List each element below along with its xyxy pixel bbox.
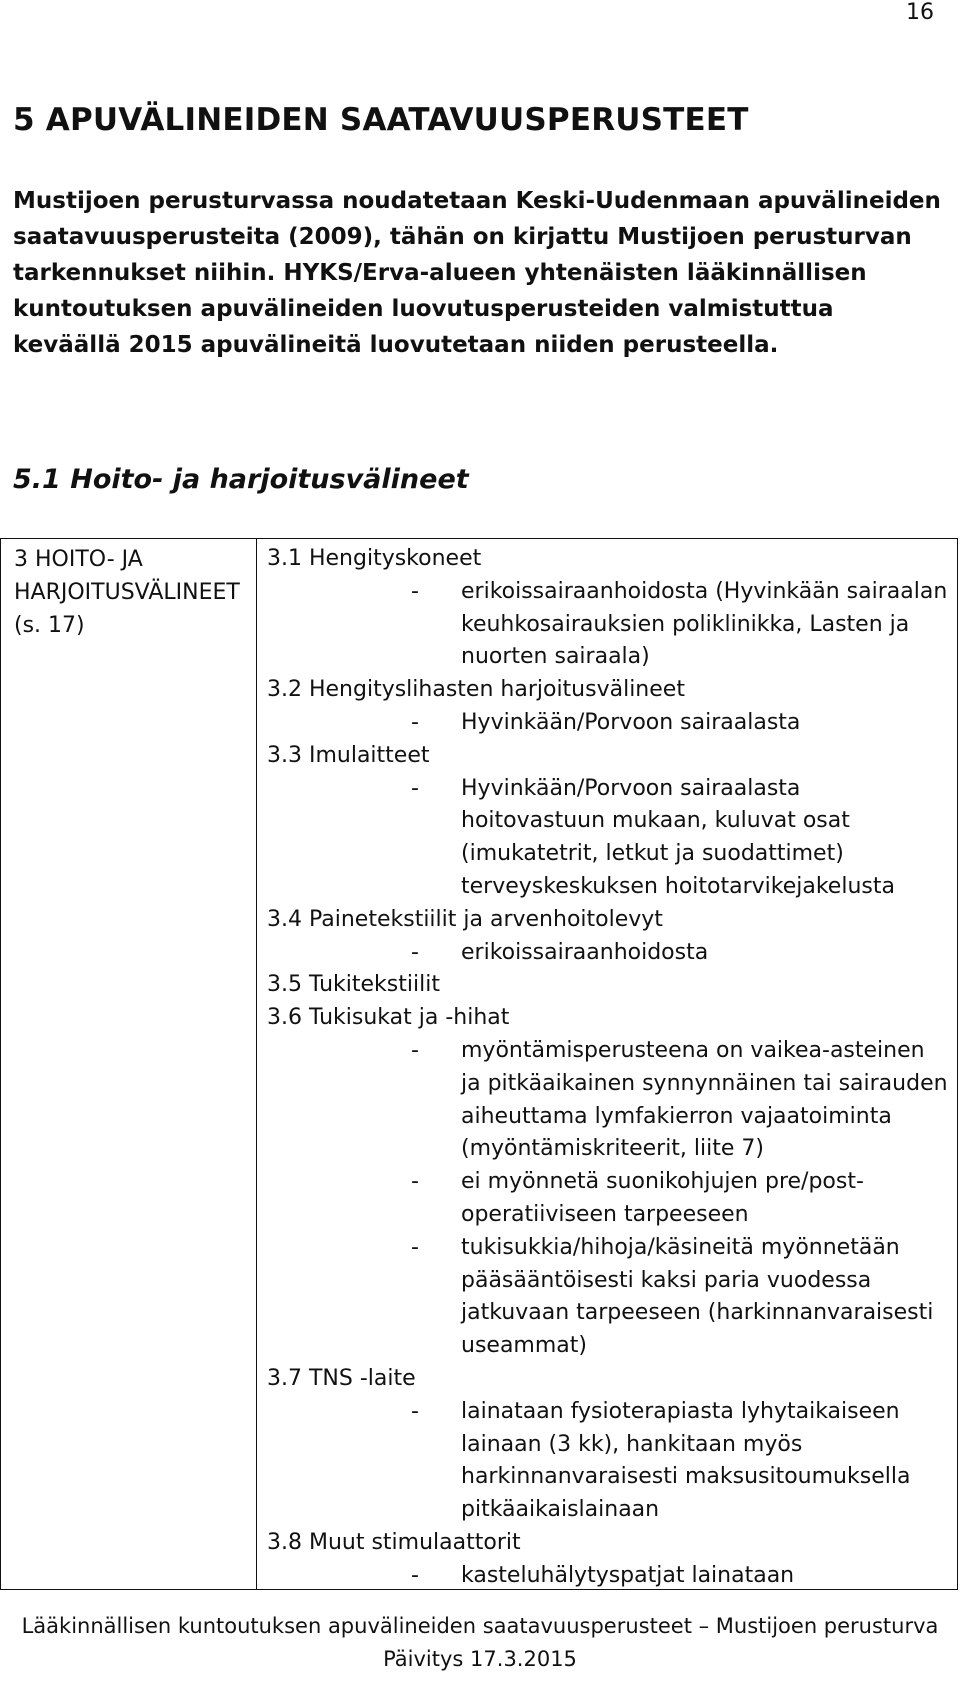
dash-marker: -	[411, 939, 419, 965]
dash-marker: -	[411, 1169, 419, 1195]
table-column-divider	[256, 539, 257, 1589]
item-heading: 3.1 Hengityskoneet	[267, 546, 482, 571]
dash-marker: -	[411, 709, 419, 735]
dash-marker: -	[411, 1234, 419, 1260]
footer-update-date: Päivitys 17.3.2015	[383, 1647, 577, 1671]
list-item	[267, 1232, 957, 1363]
chapter-title: 5 APUVÄLINEIDEN SAATAVUUSPERUSTEET	[13, 102, 749, 138]
dash-marker: -	[411, 1398, 419, 1424]
bullet-text: ei myönnetä suonikohjujen pre/post-operatiiviseen tarpeeseen	[461, 1169, 864, 1227]
list-item	[267, 773, 957, 904]
dash-marker: -	[411, 1562, 419, 1588]
bullet-text: myöntämisperusteena on vaikea-asteinen ja pitkäaikainen synnynnäinen tai sairauden aiheuttama lymfakierron vajaatoiminta (myöntämiskriteerit, liite 7)	[461, 1037, 948, 1162]
bullet-text: kasteluhälytyspatjat lainataan	[461, 1562, 795, 1588]
bullet-text: Hyvinkään/Porvoon sairaalasta	[461, 709, 801, 735]
list-item	[267, 576, 957, 674]
list-item	[267, 1396, 957, 1527]
list-item	[267, 707, 957, 740]
list-item	[267, 1035, 957, 1166]
intro-paragraph: Mustijoen perusturvassa noudatetaan Keski-Uudenmaan apuvälineiden saatavuusperusteita (2009), tähän on kirjattu Mustijoen perusturvan tarkennukset niihin. HYKS/Erva-alueen yhtenäisten lääkinnällisen kuntoutuksen apuvälineiden luovutusperusteiden valmistuttua keväällä 2015 apuvälineitä luovutetaan niiden perusteella.	[13, 188, 941, 358]
dash-marker: -	[411, 1037, 419, 1063]
section-title: 5.1 Hoito- ja harjoitusvälineet	[13, 464, 469, 495]
item-heading: 3.5 Tukitekstiilit	[267, 972, 440, 998]
table-category-cell: 3 HOITO- JA HARJOITUSVÄLINEET (s. 17)	[14, 547, 240, 638]
dash-marker: -	[411, 578, 419, 604]
item-heading: 3.2 Hengityslihasten harjoitusvälineet	[267, 677, 685, 703]
bullet-text: lainataan fysioterapiasta lyhytaikaiseen lainaan (3 kk), hankitaan myös harkinnanvaraisesti maksusitoumuksella pitkäaikaislainaan	[461, 1398, 911, 1523]
bullet-text: Hyvinkään/Porvoon sairaalasta hoitovastuun mukaan, kuluvat osat (imukatetrit, letkut ja suodattimet) terveyskeskuksen hoitotarvikejakelusta	[461, 775, 895, 899]
list-item	[267, 937, 957, 970]
criteria-table	[0, 538, 958, 1590]
item-heading: 3.4 Painetekstiilit ja arvenhoitolevyt	[267, 906, 663, 932]
list-item	[267, 1560, 957, 1593]
table-items-cell	[267, 543, 957, 1593]
page-number: 16	[906, 0, 934, 25]
footer-title: Lääkinnällisen kuntoutuksen apuvälineiden saatavuusperusteet – Mustijoen perusturva	[21, 1614, 939, 1638]
bullet-text: erikoissairaanhoidosta	[461, 939, 709, 965]
item-heading: 3.8 Muut stimulaattorit	[267, 1529, 521, 1555]
list-item	[267, 1166, 957, 1232]
dash-marker: -	[411, 775, 419, 801]
bullet-text: tukisukkia/hihoja/käsineitä myönnetään pääsääntöisesti kaksi paria vuodessa jatkuvaan tarpeeseen (harkinnanvaraisesti useammat)	[461, 1234, 934, 1359]
item-heading: 3.3 Imulaitteet	[267, 742, 430, 768]
item-heading: 3.7 TNS -laite	[267, 1365, 416, 1391]
bullet-text: erikoissairaanhoidosta (Hyvinkään sairaalan keuhkosairauksien poliklinikka, Lasten ja nuorten sairaala)	[461, 578, 948, 670]
item-heading: 3.6 Tukisukat ja -hihat	[267, 1005, 510, 1031]
